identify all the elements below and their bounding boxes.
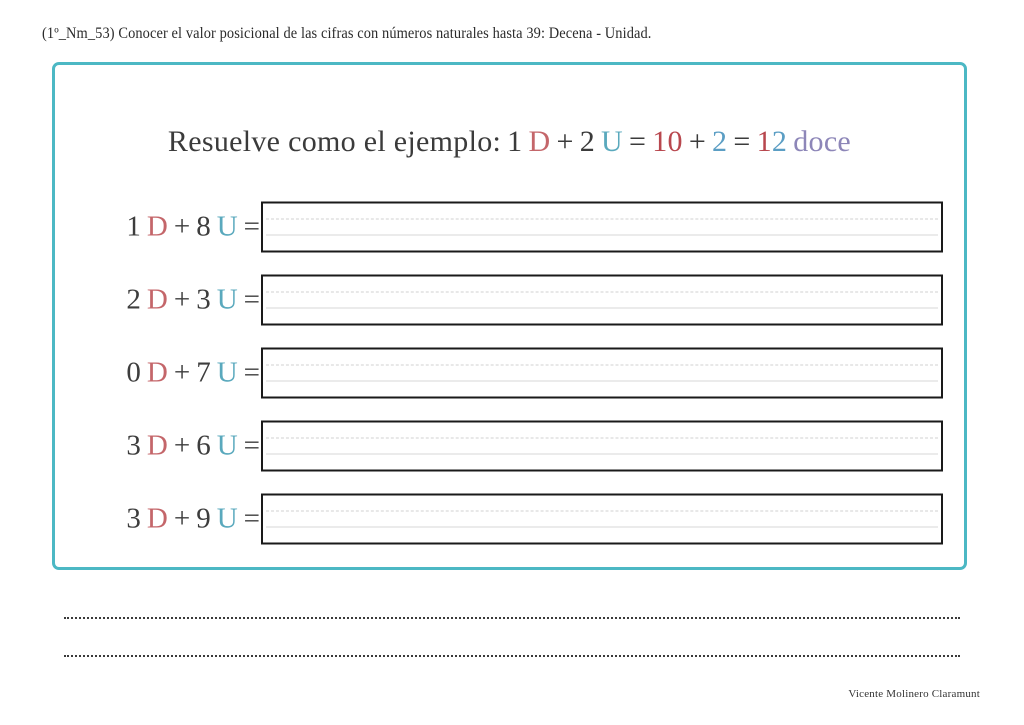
- unidad-symbol: U: [216, 210, 238, 242]
- example-result-word: doce: [793, 125, 852, 158]
- exercise-units-digit: 9: [196, 502, 211, 534]
- answer-box[interactable]: [261, 493, 943, 544]
- exercise-tens-digit: 0: [126, 356, 141, 388]
- exercise-list: [55, 190, 964, 555]
- equals-sign: =: [243, 356, 260, 388]
- worksheet-frame: [52, 62, 967, 570]
- guide-line-dashed: [266, 437, 938, 438]
- writing-line-1[interactable]: [64, 617, 960, 619]
- unidad-symbol: U: [216, 283, 238, 315]
- plus-sign: +: [173, 356, 191, 388]
- exercise-expression: [95, 429, 260, 462]
- guide-line-solid: [266, 380, 938, 381]
- example-tens-digit: 1: [507, 125, 523, 158]
- plus-sign: +: [173, 502, 191, 534]
- answer-box[interactable]: [261, 347, 943, 398]
- equals-sign: =: [243, 210, 260, 242]
- exercise-row: [55, 336, 964, 409]
- decena-symbol: D: [146, 429, 168, 461]
- example-equals-2: =: [733, 125, 751, 158]
- equals-sign: =: [243, 283, 260, 315]
- exercise-row: [55, 190, 964, 263]
- guide-line-solid: [266, 234, 938, 235]
- instruction-lead: Resuelve como el ejemplo:: [167, 125, 502, 158]
- exercise-units-digit: 3: [196, 283, 211, 315]
- answer-box[interactable]: [261, 420, 943, 471]
- example-decena-symbol: D: [528, 125, 551, 158]
- exercise-units-digit: 8: [196, 210, 211, 242]
- example-plus-2: +: [688, 125, 707, 158]
- exercise-expression: [95, 283, 260, 316]
- exercise-expression: [95, 502, 260, 535]
- exercise-units-digit: 7: [196, 356, 211, 388]
- decena-symbol: D: [146, 283, 168, 315]
- example-units-digit: 2: [579, 125, 595, 158]
- exercise-expression: [95, 356, 260, 389]
- plus-sign: +: [173, 283, 191, 315]
- unidad-symbol: U: [216, 429, 238, 461]
- example-units-value: 2: [712, 125, 728, 158]
- answer-box[interactable]: [261, 201, 943, 252]
- exercise-expression: [95, 210, 260, 243]
- worksheet-objective-header: (1º_Nm_53) Conocer el valor posicional de las cifras con números naturales hasta 39: Decena - Unidad.: [42, 25, 652, 42]
- unidad-symbol: U: [216, 356, 238, 388]
- decena-symbol: D: [146, 210, 168, 242]
- plus-sign: +: [173, 210, 191, 242]
- exercise-units-digit: 6: [196, 429, 211, 461]
- guide-line-dashed: [266, 510, 938, 511]
- exercise-tens-digit: 2: [126, 283, 141, 315]
- answer-box[interactable]: [261, 274, 943, 325]
- example-equals-1: =: [628, 125, 647, 158]
- equals-sign: =: [243, 502, 260, 534]
- instruction-line: [55, 125, 964, 159]
- example-unidad-symbol: U: [601, 125, 623, 158]
- example-plus-1: +: [556, 125, 574, 158]
- exercise-row: [55, 409, 964, 482]
- exercise-row: [55, 482, 964, 555]
- guide-line-solid: [266, 453, 938, 454]
- guide-line-solid: [266, 526, 938, 527]
- equals-sign: =: [243, 429, 260, 461]
- exercise-tens-digit: 3: [126, 429, 141, 461]
- guide-line-dashed: [266, 291, 938, 292]
- writing-line-2[interactable]: [64, 655, 960, 657]
- plus-sign: +: [173, 429, 191, 461]
- guide-line-dashed: [266, 364, 938, 365]
- author-credit: Vicente Molinero Claramunt: [848, 688, 980, 700]
- exercise-row: [55, 263, 964, 336]
- guide-line-dashed: [266, 218, 938, 219]
- decena-symbol: D: [146, 356, 168, 388]
- example-result-units: 2: [771, 125, 788, 158]
- example-tens-value: 10: [652, 125, 683, 158]
- exercise-tens-digit: 1: [126, 210, 141, 242]
- exercise-tens-digit: 3: [126, 502, 141, 534]
- decena-symbol: D: [146, 502, 168, 534]
- example-result-tens: 1: [756, 125, 772, 158]
- unidad-symbol: U: [216, 502, 238, 534]
- guide-line-solid: [266, 307, 938, 308]
